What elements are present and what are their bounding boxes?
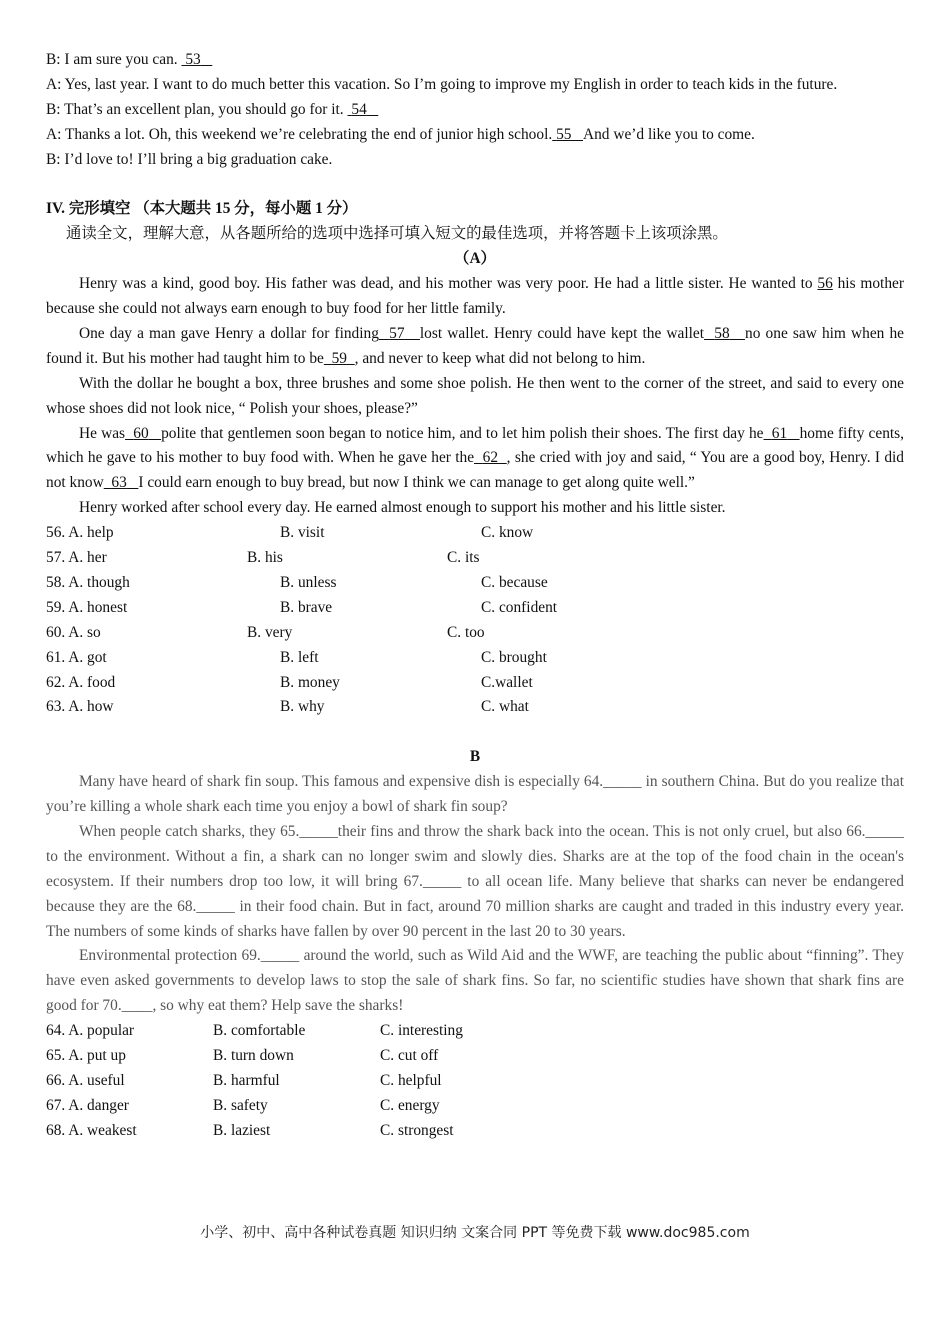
option-row: 58. A. though B. unless C. because bbox=[46, 573, 548, 591]
option-row: 64. A. popular B. comfortable C. interesting bbox=[46, 1022, 463, 1040]
passage-b-options bbox=[46, 1019, 904, 1143]
passage-b-paragraph-3: Environmental protection 69._____ around the world, such as Wild Aid and the WWF, are teaching the public about “finning”. They have even asked governments to develop laws to stop the sale of shark fins. So far, no scientific studies have shown that shark fins are good for 70.____, so why eat them? Help save the sharks! bbox=[46, 947, 904, 1015]
option-row: 62. A. food B. money C.wallet bbox=[46, 673, 533, 691]
option-row: 56. A. help B. visit C. know bbox=[46, 524, 534, 542]
option-row: 63. A. how B. why C. what bbox=[46, 698, 529, 716]
option-row: 65. A. put up B. turn down C. cut off bbox=[46, 1047, 439, 1065]
option-row: 68. A. weakest B. laziest C. strongest bbox=[46, 1121, 454, 1139]
blank-55: 55 bbox=[556, 125, 572, 143]
section-heading: IV. 完形填空 （本大题共 15 分，每小题 1 分） bbox=[46, 200, 358, 218]
passage-a-paragraph-3: With the dollar he bought a box, three brushes and some shoe polish. He then went to the corner of the street, and said to every one whose shoes did not look nice, “ Polish your shoes, please?” bbox=[46, 374, 904, 417]
dialogue-line: A: Thanks a lot. Oh, this weekend we’re celebrating the end of junior high school. 55 And we’d like you to come. bbox=[46, 125, 755, 143]
passage-b-paragraph-2: When people catch sharks, they 65._____their fins and throw the shark back into the ocean. This is not only cruel, but also 66._____ to the environment. Without a fin, a shark can no longer swim and slowly dies. Sharks are at the top of the food chain in the ocean's ecosystem. If their numbers drop too low, it will bring 67._____ to all ocean life. Many believe that sharks can never be endangered because they are the 68._____ in their food chain. But in fact, around 70 million sharks are caught and traded in this industry every year. The numbers of some kinds of sharks have fallen by over 90 percent in the last 20 to 30 years. bbox=[46, 822, 904, 940]
page-footer: 小学、初中、高中各种试卷真题 知识归纳 文案合同 PPT 等免费下载 www.doc985.com bbox=[200, 1225, 750, 1241]
dialogue-line: A: Yes, last year. I want to do much better this vacation. So I’m going to improve my English in order to teach kids in the future. bbox=[46, 75, 838, 93]
dialogue-line: B: I’d love to! I’ll bring a big graduation cake. bbox=[46, 150, 333, 168]
passage-a-paragraph-1: Henry was a kind, good boy. His father was dead, and his mother was very poor. He had a little sister. He wanted to 56 his mother because she could not always earn enough to buy food for her little family. bbox=[46, 275, 904, 318]
exam-page bbox=[46, 48, 904, 1144]
option-row: 59. A. honest B. brave C. confident bbox=[46, 598, 558, 616]
passage-a-paragraph-2: One day a man gave Henry a dollar for finding 57 lost wallet. Henry could have kept the wallet 58 no one saw him when he found it. But his mother had taught him to be 59 , and never to keep what did not belong to him. bbox=[46, 324, 904, 367]
dialogue-line: B: That’s an excellent plan, you should go for it. 54 bbox=[46, 100, 367, 118]
passage-a-options bbox=[46, 521, 904, 720]
passage-a-paragraph-5: Henry worked after school every day. He earned almost enough to support his mother and his little sister. bbox=[79, 499, 726, 517]
option-row: 60. A. so B. very C. too bbox=[46, 623, 485, 641]
passage-b-paragraph-1: Many have heard of shark fin soup. This famous and expensive dish is especially 64._____ in southern China. But do you realize that you’re killing a whole shark each time you enjoy a bowl of shark fin soup? bbox=[46, 773, 904, 816]
blank-53: 53 bbox=[185, 51, 201, 68]
dialogue-line: B: I am sure you can. 53 bbox=[46, 51, 201, 68]
option-row: 57. A. her B. his C. its bbox=[46, 549, 480, 567]
passage-a-paragraph-4: He was 60 polite that gentlemen soon began to notice him, and to let him polish their shoes. The first day he 61 home fifty cents, which he gave to his mother to buy food with. When he gave her the 62 , she cried with joy and said, “ You are a good boy, Henry. I did not know 63 I could earn enough to buy bread, but now I think we can manage to get along quite well.” bbox=[46, 424, 905, 492]
blank-54: 54 bbox=[351, 100, 367, 118]
option-row: 67. A. danger B. safety C. energy bbox=[46, 1096, 440, 1114]
option-row: 61. A. got B. left C. brought bbox=[46, 648, 547, 666]
section-instruction: 通读全文，理解大意，从各题所给的选项中选择可填入短文的最佳选项，并将答题卡上该项涂黑。 bbox=[66, 225, 728, 243]
passage-b-label: B bbox=[469, 748, 481, 766]
option-row: 66. A. useful B. harmful C. helpful bbox=[46, 1071, 442, 1089]
passage-a-label: （A） bbox=[454, 250, 496, 268]
